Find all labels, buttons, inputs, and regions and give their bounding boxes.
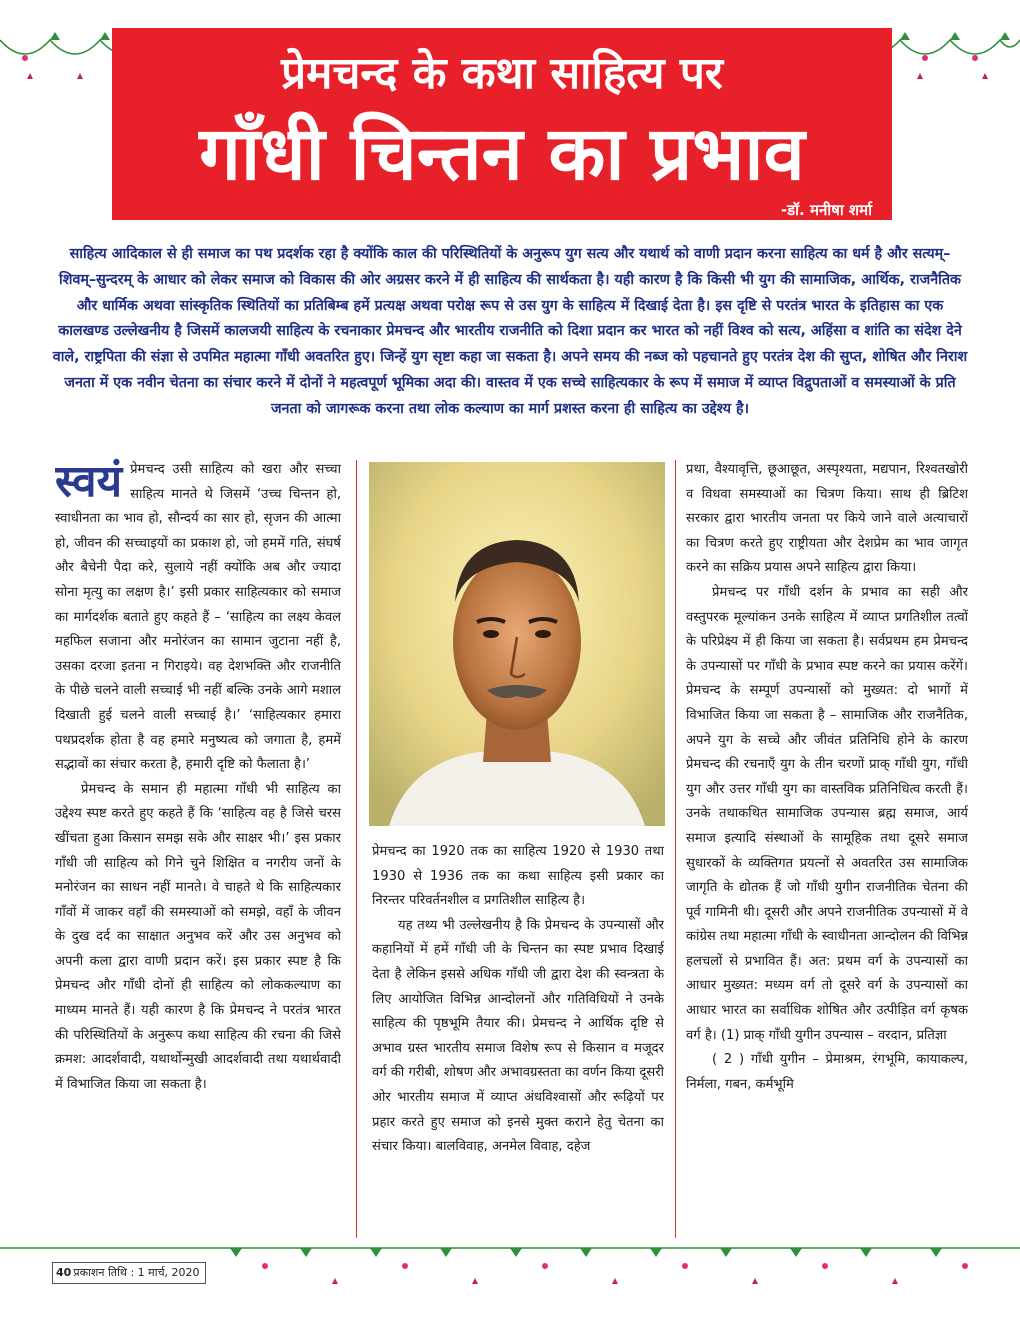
col3-paragraph-2: प्रेमचन्द पर गाँधी दर्शन के प्रभाव का सही और वस्तुपरक मूल्यांकन उनके साहित्य में व्याप्त प्रगतिशील तत्वों के परिप्रेक्ष्य में ही किया जा सकता है। सर्वप्रथम हम प्रेमचन्द के उपन्यासों पर गाँधी के प्रभाव स्पष्ट करने का प्रयास करेंगें। प्रेमचन्द के सम्पूर्ण उपन्यासों को मुख्यत: दो भागों में विभाजित किया जा सकता है – सामाजिक और राजनैतिक, अपने युग के सच्चे और जीवंत प्रतिनिधि होने के कारण प्रेमचन्द की रचनाएँ युग के तीन चरणों प्राक् गाँधी युग, गाँधी युग और उत्तर गाँधी युग का वास्तविक प्रतिनिधित्व करती हैं। उनके तथाकथित सामाजिक उपन्यास ब्रह्म समाज, आर्य समाज इत्यादि संस्थाओं के सामूहिक तथा दूसरे समाज सुधारकों के व्यक्तिगत प्रयत्नों से अवतरित उस सामाजिक जागृति के द्योतक हैं जो गाँधी युगीन राजनीतिक चेतना की पूर्व गामिनी थी। दूसरी और अपने राजनीतिक उपन्यासों में वे कांग्रेस तथा महात्मा गाँधी के स्वाधीनता आन्दोलन की विभिन्न हलचलों से प्रभावित हैं। अत: प्रथम वर्ग के उपन्यासों का आधार मुख्यत: मध्यम वर्ग तो दूसरे वर्ग के उपन्यासों का आधार भारत का सर्वाधिक शोषित और उत्पीड़ित वर्ग कृषक वर्ग है। (1) प्राक् गाँधी युगीन उपन्यास – वरदान, प्रतिज्ञा	[686, 584, 968, 1043]
drop-cap: स्वयं	[55, 458, 123, 507]
column-divider-1	[356, 460, 357, 1238]
column-2	[372, 840, 664, 1238]
intro-paragraph: साहित्य आदिकाल से ही समाज का पथ प्रदर्शक रहा है क्योंकि काल की परिस्थितियों के अनुरूप युग सत्य और यथार्थ को वाणी प्रदान करना साहित्य का धर्म है और सत्यम्–शिवम्–सुन्दरम् के आधार को लेकर समाज को विकास की ओर अग्रसर करने में ही साहित्य की सार्थकता है। यही कारण है कि किसी भी युग की सामाजिक, आर्थिक, राजनैतिक और धार्मिक अथवा सांस्कृतिक स्थितियों का प्रतिबिम्ब हमें प्रत्यक्ष अथवा परोक्ष रूप से उस युग के साहित्य में दिखाई देता है। इस दृष्टि से परतंत्र भारत के इतिहास का एक कालखण्ड उल्लेखनीय है जिसमें कालजयी साहित्य के रचनाकार प्रेमचन्द और भारतीय राजनीति को दिशा प्रदान कर भारत को नहीं विश्व को सत्य, अहिंसा व शांति का संदेश देने वाले, राष्ट्रपिता की संज्ञा से उपमित महात्मा गाँधी अवतरित हुए। जिन्हें युग सृष्टा कहा जा सकता है। अपने समय की नब्ज को पहचानते हुए परतंत्र देश की सुप्त, शोषित और निराश जनता में एक नवीन चेतना का संचार करने में दोनों ने महत्वपूर्ण भूमिका अदा की। वास्तव में एक सच्चे साहित्यकार के रूप में समाज में व्याप्त विद्रुपताओं व समस्याओं के प्रति जनता को जागरूक करना तथा लोक कल्याण का मार्ग प्रशस्त करना ही साहित्य का उद्देश्य है।	[52, 246, 968, 417]
column-1	[55, 458, 341, 1238]
portrait-illustration	[369, 462, 665, 826]
col3-paragraph-3: ( 2 ) गाँधी युगीन – प्रेमाश्रम, रंगभूमि, कायाकल्प, निर्मला, गबन, कर्मभूमि	[686, 1052, 968, 1092]
author-byline: -डॉ. मनीषा शर्मा	[780, 201, 872, 219]
col1-paragraph-1-text: प्रेमचन्द उसी साहित्य को खरा और सच्चा साहित्य मानते थे जिसमें ‘उच्च चिन्तन हो, स्वाधीनता का भाव हो, सौन्दर्य का सार हो, सृजन की आत्मा हो, जीवन की सच्चाइयों का प्रकाश हो, जो हममें गति, संघर्ष और बैचेनी पैदा करे, सुलाये नहीं क्योंकि अब और ज्यादा सोना मृत्यु का लक्षण है।’ इसी प्रकार साहित्यकार को समाज का मार्गदर्शक बताते हुए कहते हैं – ‘साहित्य का लक्ष्य केवल महफिल सजाना और मनोरंजन का सामान जुटाना नहीं है, उसका दरजा इतना न गिराइये। वह देशभक्ति और राजनीति के पीछे चलने वाली सच्चाई भी नहीं बल्कि उनके आगे मशाल दिखाती हुई चलने वाली सच्चाई है।’ ‘साहित्यकार हमारा पथप्रदर्शक होता है वह हमारे मनुष्यत्व को जगाता है, हममें सद्भावों का संचार करता है, हमारी दृष्टि को फैलाता है।’	[55, 462, 341, 773]
portrait-photo	[369, 462, 665, 826]
title-banner	[112, 28, 892, 220]
col1-paragraph-2: प्रेमचन्द के समान ही महात्मा गाँधी भी साहित्य का उद्देश्य स्पष्ट करते हुए कहते हैं कि ‘साहित्य वह है जिसे चरस खींचता हुआ किसान समझ सके और साक्षर भी।’ इस प्रकार गाँधी जी साहित्य को गिने चुने शिक्षित व नगरीय जनों के मनोरंजन का साधन नहीं मानते। वे चाहते थे कि साहित्यकार गाँवों में जाकर वहाँ की समस्याओं को समझे, वहाँ के जीवन के दुख दर्द का साक्षात अनुभव करें और उस अनुभव को अपनी कला द्वारा वाणी प्रदान करें। इस प्रकार स्पष्ट है कि प्रेमचन्द और गाँधी दोनों ही साहित्य को लोककल्याण का माध्यम मानते हैं। यही कारण है कि प्रेमचन्द ने परतंत्र भारत की परिस्थितियों के अनुरूप कथा साहित्य की रचना की जिसे क्रमश: आदर्शवादी, यथार्थोन्मुखी आदर्शवादी तथा यथार्थवादी में विभाजित किया जा सकता है।	[55, 781, 341, 1092]
title-line-1: प्रेमचन्द के कथा साहित्य पर	[281, 48, 723, 99]
col1-paragraph-1	[55, 458, 341, 778]
page-footer	[52, 1262, 206, 1284]
column-3	[686, 458, 968, 1238]
column-divider-2	[675, 460, 676, 1238]
col2-paragraph-2: यह तथ्य भी उल्लेखनीय है कि प्रेमचन्द के उपन्यासों और कहानियों में हमें गाँधी जी के चिन्तन का स्पष्ट प्रभाव दिखाई देता है लेकिन इससे अधिक गाँधी जी द्वारा देश की स्वन्त्रता के लिए आयोजित विभिन्न आन्दोलनों और गतिविधियों ने उनके साहित्य की पृष्ठभूमि तैयार की। प्रेमचन्द ने आर्थिक दृष्टि से अभाव ग्रस्त भारतीय समाज विशेष रूप से किसान व मजूदर वर्ग की गरीबी, शोषण और अभावग्रस्तता का वर्णन किया दूसरी ओर भारतीय समाज में व्याप्त अंधविश्वासों और रूढ़ियों पर प्रहार करते हुए समाज को इनसे मुक्त कराने हेतु चेतना का संचार किया। बालविवाह, अनमेल विवाह, दहेज	[372, 917, 664, 1155]
publication-date: प्रकाशन तिथि : 1 मार्च, 2020	[73, 1266, 200, 1279]
col3-paragraph-1: प्रथा, वैश्यावृत्ति, छूआछूत, अस्पृश्यता, मद्यपान, रिश्वतखोरी व विधवा समस्याओं का चित्रण किया। साथ ही ब्रिटिश सरकार द्वारा भारतीय जनता पर किये जाने वाले अत्याचारों का चित्रण करते हुए राष्ट्रीयता और देशप्रेम का भाव जागृत करने का सक्रिय प्रयास अपने साहित्य द्वारा किया।	[686, 462, 968, 576]
page-number: 40	[56, 1266, 72, 1279]
col2-paragraph-1: प्रेमचन्द का 1920 तक का साहित्य 1920 से 1930 तथा 1930 से 1936 तक का कथा साहित्य इसी प्रकार का निरन्तर परिवर्तनशील व प्रगतिशील साहित्य है।	[372, 844, 664, 909]
title-line-2: गाँधी चिन्तन का प्रभाव	[199, 111, 805, 197]
